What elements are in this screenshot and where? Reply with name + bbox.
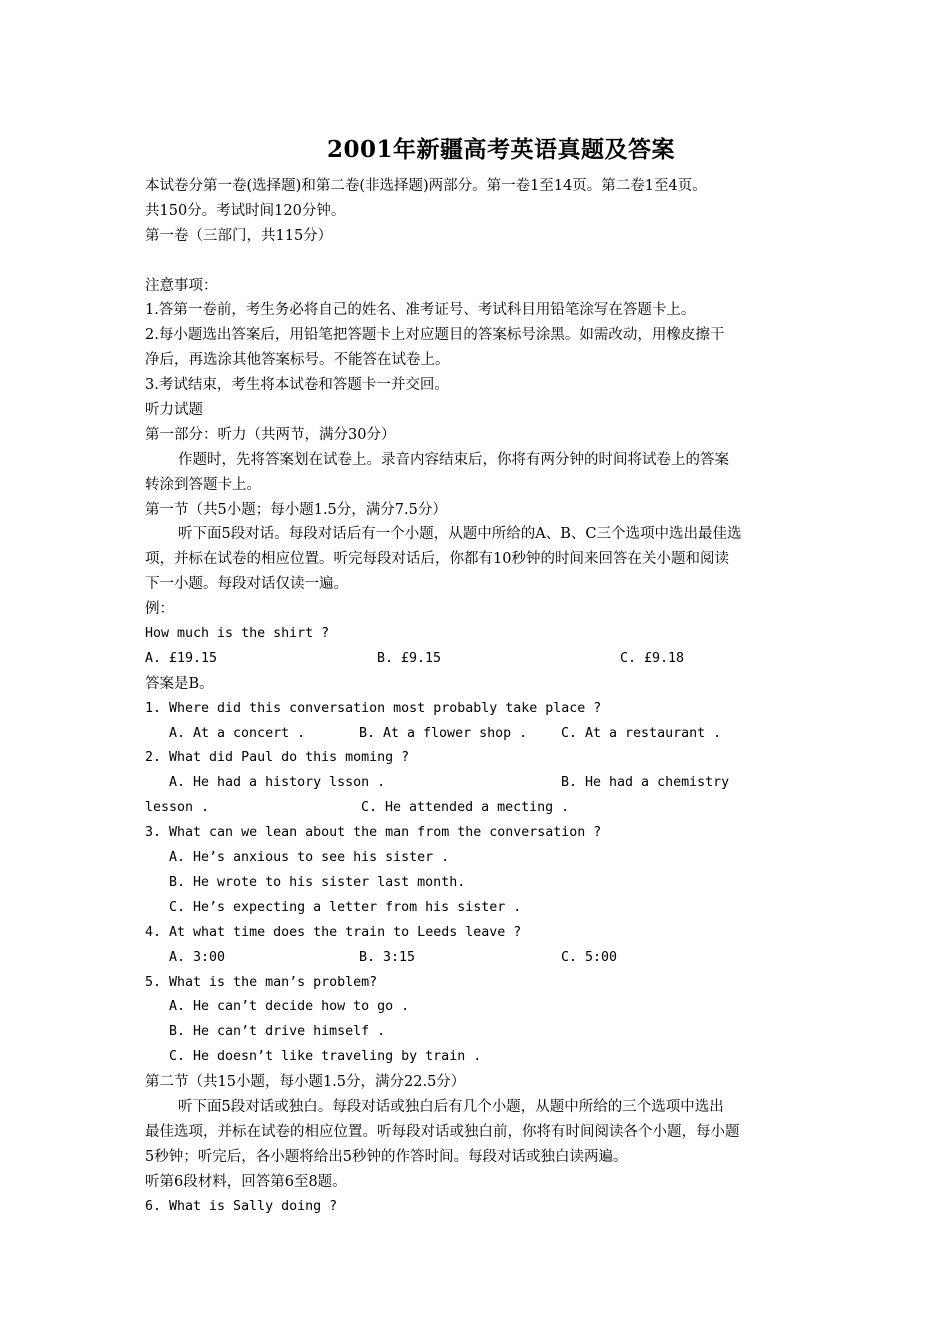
note-item: 净后，再选涂其他答案标号。不能答在试卷上。 <box>145 352 450 369</box>
section-description: 听下面5段对话或独白。每段对话或独白后有几个小题，从题中所给的三个选项中选出 <box>178 1098 724 1115</box>
question-2: 2. What did Paul do this moming ? <box>145 750 410 766</box>
question-4: 4. At what time does the train to Leeds leave ? <box>145 924 522 940</box>
option-a: A. 3:00 <box>169 949 226 965</box>
option-b: B. £9.15 <box>377 650 442 666</box>
question-1: 1. Where did this conversation most probably take place ? <box>145 700 602 716</box>
option-c: C. At a restaurant . <box>561 725 722 741</box>
question-4-options <box>145 946 810 971</box>
section-heading: 第二节（共15小题，每小题1.5分，满分22.5分） <box>145 1074 466 1091</box>
question-3: 3. What can we lean about the man from the conversation ? <box>145 825 602 841</box>
option-c: C. He’s expecting a letter from his sister . <box>169 899 522 915</box>
material-instruction: 听第6段材料，回答第6至8题。 <box>145 1173 347 1190</box>
notes-heading: 注意事项： <box>145 277 218 294</box>
option-b: B. He had a chemistry <box>561 775 730 791</box>
section-heading: 听力试题 <box>145 402 203 419</box>
spacer <box>145 249 810 274</box>
section-description: 最佳选项，并标在试卷的相应位置。听每段对话或独白前，你将有时间阅读各个小题，每小题 <box>145 1123 740 1140</box>
option-a: A. He had a history lsson . <box>169 775 386 791</box>
option-b: B. He can’t drive himself . <box>169 1024 386 1040</box>
option-b-cont: lesson . <box>145 800 210 816</box>
option-a: A. He’s anxious to see his sister . <box>169 850 450 866</box>
intro-line: 共150分。考试时间120分钟。 <box>145 202 346 219</box>
question-2-options <box>145 771 810 796</box>
option-a: A. He can’t decide how to go . <box>169 999 410 1015</box>
note-item: 1.答第一卷前，考生务必将自己的姓名、准考证号、考试科目用铅笔涂写在答题卡上。 <box>145 302 696 319</box>
example-options <box>145 647 810 672</box>
option-b: B. At a flower shop . <box>359 725 528 741</box>
question-6: 6. What is Sally doing ? <box>145 1198 338 1214</box>
option-c: C. He doesn’t like traveling by train . <box>169 1049 482 1065</box>
note-item: 2.每小题选出答案后，用铅笔把答题卡上对应题目的答案标号涂黑。如需改动，用橡皮擦干 <box>145 327 725 344</box>
part-description: 作题时，先将答案划在试卷上。录音内容结束后，你将有两分钟的时间将试卷上的答案 <box>178 451 729 468</box>
section-description: 听下面5段对话。每段对话后有一个小题，从题中所给的A、B、C三个选项中选出最佳选 <box>178 526 742 543</box>
example-question: How much is the shirt ? <box>145 626 330 642</box>
document-body <box>145 174 810 1219</box>
option-a: A. £19.15 <box>145 650 218 666</box>
section-description: 项，并标在试卷的相应位置。听完每段对话后，你都有10秒钟的时间来回答在关小题和阅读 <box>145 551 729 568</box>
section-description: 下一小题。每段对话仅读一遍。 <box>145 576 348 593</box>
intro-line: 本试卷分第一卷(选择题)和第二卷(非选择题)两部分。第一卷1至14页。第二卷1至4页。 <box>145 178 707 194</box>
part-heading: 第一部分：听力（共两节，满分30分） <box>145 426 396 443</box>
option-b: B. He wrote to his sister last month. <box>169 874 466 890</box>
option-c: C. 5:00 <box>561 949 618 965</box>
volume-heading: 第一卷（三部门，共115分） <box>145 227 333 244</box>
section-heading: 第一节（共5小题；每小题1.5分，满分7.5分） <box>145 501 447 518</box>
section-description: 5秒钟；听完后，各小题将给出5秒钟的作答时间。每段对话或独白读两遍。 <box>145 1148 628 1165</box>
option-c: C. £9.18 <box>620 650 685 666</box>
question-5: 5. What is the man’s problem? <box>145 974 378 990</box>
option-c: C. He attended a mecting . <box>361 800 570 816</box>
page-title: 2001年新疆高考英语真题及答案 <box>326 136 675 163</box>
question-1-options <box>145 722 810 747</box>
option-b: B. 3:15 <box>359 949 416 965</box>
note-item: 3.考试结束，考生将本试卷和答题卡一并交回。 <box>145 377 449 394</box>
example-answer: 答案是B。 <box>145 675 214 692</box>
example-label: 例： <box>145 601 174 618</box>
part-description: 转涂到答题卡上。 <box>145 476 261 493</box>
option-a: A. At a concert . <box>169 725 306 741</box>
question-2-options-cont <box>145 796 810 821</box>
